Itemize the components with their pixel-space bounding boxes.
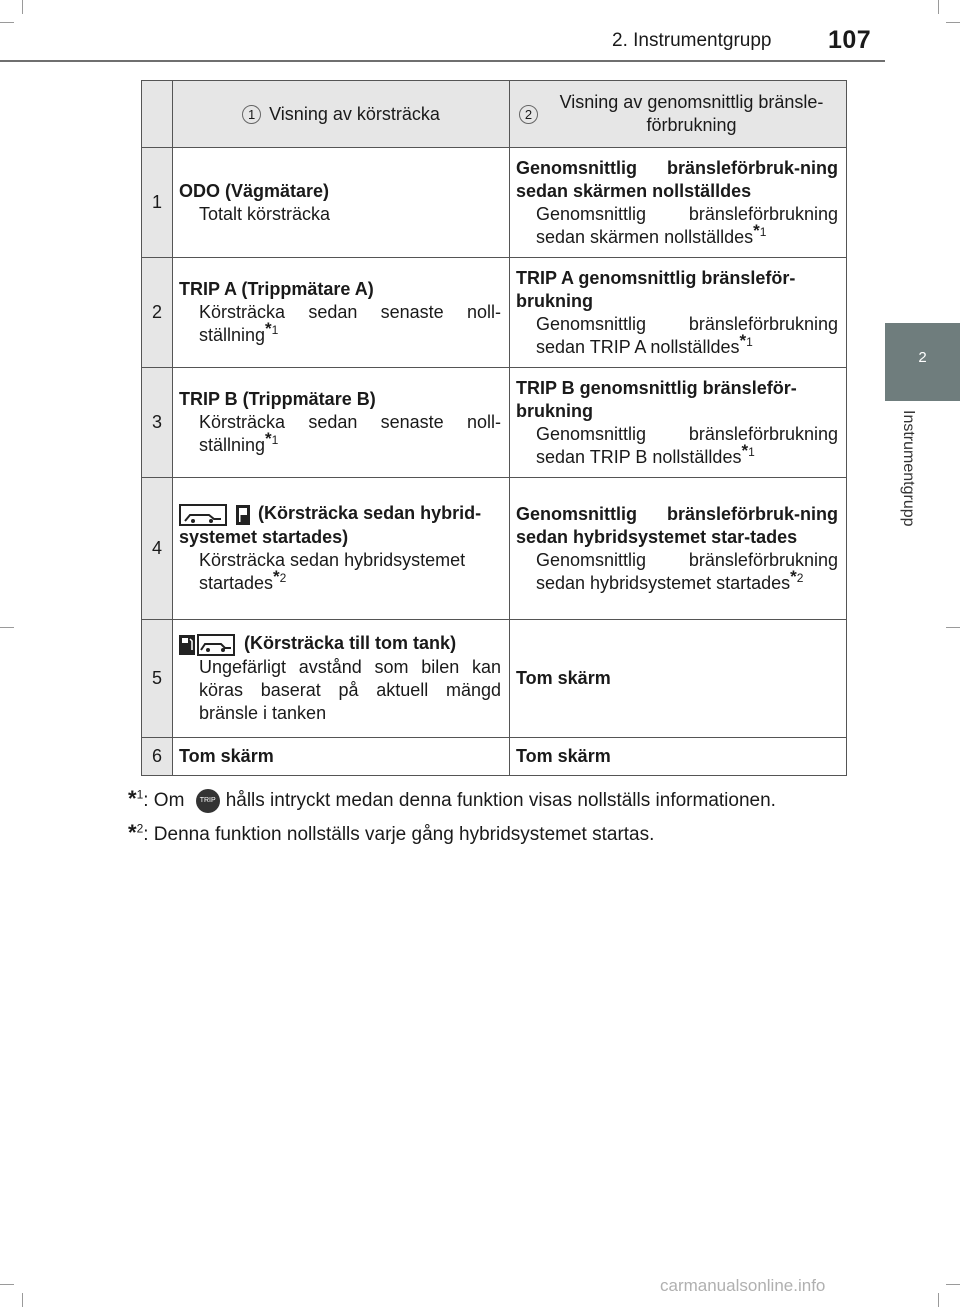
- table-row: [142, 368, 847, 478]
- hybrid-start-icon: [179, 504, 227, 526]
- circle-number: 2: [519, 105, 538, 124]
- fuel-pump-icon: [179, 635, 195, 655]
- header-num-cell: [142, 81, 173, 148]
- chapter-label: Instrumentgrupp: [900, 410, 917, 527]
- item-title: Genomsnittlig bränsleförbruk-ning sedan skärmen nollställdes: [516, 157, 838, 201]
- footnote-text: : Om: [143, 790, 185, 811]
- watermark: carmanualsonline.info: [660, 1276, 826, 1295]
- footnote-text: : Denna funktion nollställs varje gång hybridsystemet startas.: [143, 824, 655, 845]
- info-table: [141, 80, 847, 776]
- distance-cell: [173, 148, 510, 258]
- footnote-text: hålls intryckt medan denna funktion visas nollställs informationen.: [225, 790, 776, 811]
- row-number: 6: [142, 738, 173, 776]
- item-title: Tom skärm: [179, 746, 274, 766]
- row-number: 3: [142, 368, 173, 478]
- footnote-number: 1: [136, 787, 144, 802]
- item-title: Tom skärm: [516, 746, 611, 766]
- item-title: ODO (Vägmätare): [179, 180, 330, 201]
- row-number: 4: [142, 478, 173, 620]
- footnote-ref: 2: [796, 570, 804, 585]
- header-odometer-cell: [173, 81, 510, 148]
- footnote-1: [128, 786, 776, 813]
- item-description: Körsträcka sedan senaste noll-ställning: [199, 412, 501, 455]
- fuel-cell: Genomsnittlig bränsleförbruk-ning sedan skärmen nollställdes Genomsnittlig bränsleförbrukning sedan skärmen nollställdes$^{*1}$: [510, 148, 847, 258]
- item-title: TRIP B genomsnittlig bränsleför-brukning: [516, 377, 797, 421]
- footnote-ref: 1: [271, 323, 279, 337]
- footnote-ref: 1: [759, 224, 767, 239]
- item-description: Körsträcka sedan senaste noll-ställning: [199, 302, 501, 345]
- row-number: 5: [142, 620, 173, 738]
- fuel-cell: [510, 620, 847, 738]
- item-description: Genomsnittlig bränsleförbrukning sedan hybridsystemet startades: [536, 549, 838, 593]
- item-description: Genomsnittlig bränsleförbrukning sedan skärmen nollställdes: [536, 203, 838, 247]
- fuel-cell: Genomsnittlig bränsleförbruk-ning sedan hybridsystemet star-tades Genomsnittlig bränsleförbrukning sedan hybridsystemet startades$^{*2}$: [510, 478, 847, 620]
- crop-mark: [946, 1284, 960, 1285]
- footnote-ref: 1: [271, 433, 279, 447]
- table-row: [142, 148, 847, 258]
- item-title: Tom skärm: [516, 668, 611, 688]
- item-title: TRIP A genomsnittlig bränsleför-brukning: [516, 267, 796, 311]
- item-description: Körsträcka sedan hybridsystemet startades: [199, 549, 466, 593]
- distance-cell: TRIP A (Trippmätare A) Körsträcka sedan senaste noll-ställning$^{*1}$: [173, 258, 510, 368]
- crop-mark: [0, 627, 14, 628]
- table-row: [142, 620, 847, 738]
- footnote-mark: *: [128, 820, 137, 845]
- footnote-ref: 2: [279, 570, 287, 585]
- flag-icon: [236, 505, 250, 525]
- fuel-range-icon: [197, 634, 235, 656]
- distance-cell: [173, 738, 510, 776]
- table-row: [142, 258, 847, 368]
- item-title: TRIP B (Trippmätare B): [179, 389, 376, 409]
- chapter-tab: [885, 323, 960, 401]
- row-number: 1: [142, 148, 173, 258]
- fuel-cell: [510, 738, 847, 776]
- footnote-number: 2: [136, 821, 144, 836]
- table-row: [142, 478, 847, 620]
- footnote-mark: *: [128, 786, 137, 811]
- item-title: (Körsträcka sedan hybrid-systemet startades): [179, 503, 482, 547]
- footnote-ref: 1: [748, 444, 755, 459]
- crop-mark: [938, 1293, 939, 1307]
- item-title: Genomsnittlig bränsleförbruk-ning sedan hybridsystemet star-tades: [516, 503, 838, 547]
- page-header: [0, 0, 960, 62]
- item-title: TRIP A (Trippmätare A): [179, 279, 374, 299]
- crop-mark: [22, 1293, 23, 1307]
- item-description: Ungefärligt avstånd som bilen kan köras baserat på aktuell mängd bränsle i tanken: [199, 656, 501, 723]
- section-title: 2. Instrumentgrupp: [612, 30, 772, 51]
- row-number: 2: [142, 258, 173, 368]
- footnote-ref: 1: [746, 334, 753, 349]
- distance-cell: [173, 620, 510, 738]
- item-title: (Körsträcka till tom tank): [244, 633, 457, 654]
- item-description: Genomsnittlig bränsleförbrukning sedan TRIP A nollställdes: [536, 313, 838, 357]
- header-fuel-cell: [510, 81, 847, 148]
- fuel-cell: TRIP B genomsnittlig bränsleför-brukning Genomsnittlig bränsleförbrukning sedan TRIP B nollställdes$^{*1}$: [510, 368, 847, 478]
- table-row: [142, 738, 847, 776]
- crop-mark: [946, 627, 960, 628]
- footnote-2: [128, 820, 654, 846]
- fuel-cell: TRIP A genomsnittlig bränsleför-brukning Genomsnittlig bränsleförbrukning sedan TRIP A nollställdes$^{*1}$: [510, 258, 847, 368]
- distance-cell: TRIP B (Trippmätare B) Körsträcka sedan senaste noll-ställning$^{*1}$: [173, 368, 510, 478]
- chapter-number: 2: [918, 349, 927, 366]
- distance-cell: (Körsträcka sedan hybrid-systemet startades) Körsträcka sedan hybridsystemet startades$^{*2}$: [173, 478, 510, 620]
- header-label: Visning av körsträcka: [269, 103, 440, 124]
- trip-button-icon: TRIP: [196, 789, 220, 813]
- header-rule: [0, 60, 885, 62]
- item-description: Genomsnittlig bränsleförbrukning sedan TRIP B nollställdes: [536, 423, 838, 467]
- item-description: Totalt körsträcka: [199, 203, 331, 224]
- crop-mark: [0, 1284, 14, 1285]
- table-header-row: [142, 81, 847, 148]
- page-number: 107: [828, 26, 872, 54]
- header-label: Visning av genomsnittlig bränsle-förbrukning: [559, 92, 824, 135]
- circle-number: 1: [242, 105, 261, 124]
